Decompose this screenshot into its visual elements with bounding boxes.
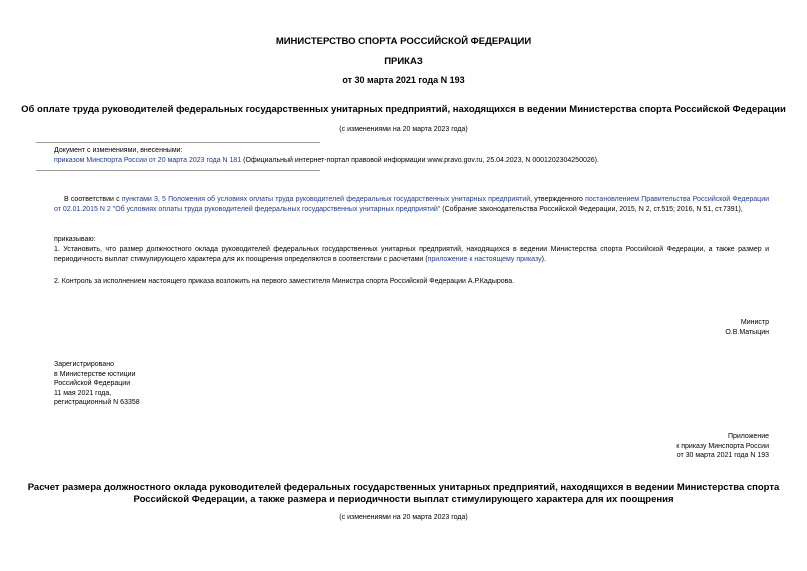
appendix-title-line: Расчет размера должностного оклада руководителей федеральных государственных унитарных предприятий, находящихся в ведении Министерства спорта [27,482,780,493]
paragraph-item-1 [54,245,769,264]
basis-text-c: (Собрание законодательства Российской Федерации, 2015, N 2, ст.515; 2016, N 51, ст.7391), [440,205,743,213]
changes-note: (с изменениями на 20 марта 2023 года) [339,126,468,133]
registration-line: в Министерстве юстиции [54,370,136,378]
order-verb: приказываю: [54,236,96,243]
amendment-intro: Документ с изменениями, внесенными: [54,147,183,154]
signer-position: Министр [740,319,769,326]
regulation-link[interactable]: пунктами 3, 5 Положения об условиях оплаты труда руководителей федеральных государственных унитарных предприятий [121,196,531,203]
appendix-ref-line: от 30 марта 2021 года N 193 [676,452,769,459]
document-title: Об оплате труда руководителей федеральных государственных унитарных предприятий, находящихся в ведении Министерства спорта Российской Федерации [21,104,786,115]
appendix-title-line: Российской Федерации, а также размера и периодичности выплат стимулирующего характера для их поощрения [133,494,674,505]
amendment-note [54,146,774,165]
divider-top [36,142,320,143]
document-type-heading: ПРИКАЗ [384,56,423,67]
paragraph-item-2: 2. Контроль за исполнением настоящего приказа возложить на первого заместителя Министра спорта Российской Федерации А.Р.Кадырова. [54,278,515,285]
basis-text-a: В соответствии с [64,196,122,203]
registration-line: Зарегистрировано [54,361,114,368]
item-1-text-b: ). [541,255,546,263]
appendix-title [0,482,807,506]
basis-text-b: , утвержденного [530,196,586,203]
paragraph-basis [54,195,769,214]
registration-line: 11 мая 2021 года, [54,389,112,397]
registration-line: регистрационный N 63358 [54,399,140,406]
appendix-ref-line: к приказу Минспорта России [676,442,769,450]
document-date-number: от 30 марта 2021 года N 193 [342,75,465,85]
appendix-ref-line: Приложение [727,433,769,440]
amendment-source: (Официальный интернет-портал правовой информации www.pravo.gov.ru, 25.04.2023, N 0001202304250026). [241,156,599,164]
divider-bottom [36,170,320,171]
registration-block [54,360,140,408]
signature-block [725,318,769,337]
appendix-reference [676,432,769,461]
appendix-changes-note: (с изменениями на 20 марта 2023 года) [339,514,468,521]
amending-order-link[interactable]: приказом Минспорта России от 20 марта 2023 года N 181 [54,156,242,164]
ministry-heading: МИНИСТЕРСТВО СПОРТА РОССИЙСКОЙ ФЕДЕРАЦИИ [275,36,532,47]
signer-name: О.В.Матыцин [725,328,769,336]
registration-line: Российской Федерации [54,380,131,387]
appendix-link[interactable]: приложение к настоящему приказу [427,255,542,263]
government-decree-link[interactable]: постановлением Правительства Российской Федерации от 02.01.2015 N 2 "Об условиях оплаты труда руководителей федеральных государственных унитарных предприятий" [54,196,770,213]
item-1-text-a: 1. Установить, что размер должностного оклада руководителей федеральных государственных унитарных предприятий, находящихся в ведении Министерства спорта Российской Федерации, а также размер и периодичность выплат стимулирующего характера для их поощрения определяются в соответствии с расчетами ( [54,246,769,263]
